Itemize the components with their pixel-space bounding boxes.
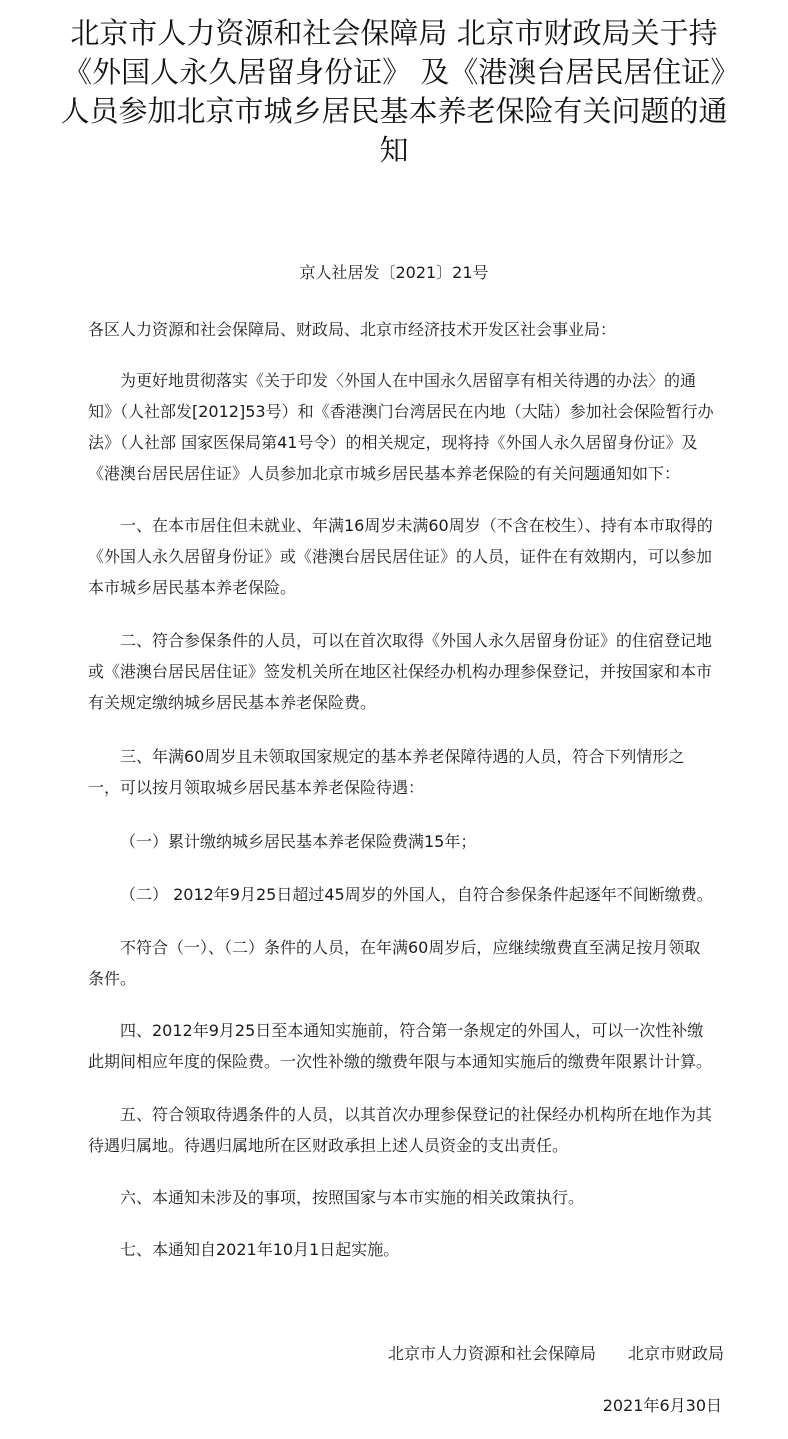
- recipients-line: 各区人力资源和社会保障局、财政局、北京市经济技术开发区社会事业局：: [88, 320, 617, 339]
- document-number: 京人社居发〔2021〕21号: [299, 263, 489, 282]
- article-3-clause-2: （二） 2012年9月25日超过45周岁的外国人，自符合参保条件起逐年不间断缴费。: [120, 885, 713, 904]
- notice-title: 北京市人力资源和社会保障局 北京市财政局关于持《外国人永久居留身份证》 及《港澳台居民居住证》人员参加北京市城乡居民基本养老保险有关问题的通知: [60, 16, 728, 167]
- signer-hrss-bureau: 北京市人力资源和社会保障局: [387, 1344, 596, 1363]
- article-3: 三、年满60周岁且未领取国家规定的基本养老保障待遇的人员，符合下列情形之一，可以按月领取城乡居民基本养老保险待遇：: [88, 747, 685, 797]
- article-4: 四、2012年9月25日至本通知实施前，符合第一条规定的外国人，可以一次性补缴此期间相应年度的保险费。一次性补缴的缴费年限与本通知实施后的缴费年限累计计算。: [88, 1021, 713, 1071]
- article-7: 七、本通知自2021年10月1日起实施。: [120, 1240, 400, 1259]
- article-3-clause-1: （一）累计缴纳城乡居民基本养老保险费满15年；: [120, 832, 477, 851]
- article-5: 五、符合领取待遇条件的人员，以其首次办理参保登记的社保经办机构所在地作为其待遇归属地。待遇归属地所在区财政承担上述人员资金的支出责任。: [88, 1105, 713, 1155]
- signature-line: [388, 1343, 724, 1365]
- signer-finance-bureau: 北京市财政局: [627, 1344, 724, 1363]
- article-2: 二、符合参保条件的人员，可以在首次取得《外国人永久居留身份证》的住宿登记地或《港澳台居民居住证》签发机关所在地区社保经办机构办理参保登记，并按国家和本市有关规定缴纳城乡居民基本养老保险费。: [88, 631, 713, 712]
- intro-paragraph: 为更好地贯彻落实《关于印发〈外国人在中国永久居留享有相关待遇的办法〉的通知》（人社部发[2012]53号）和《香港澳门台湾居民在内地（大陆）参加社会保险暂行办法》（人社部 国家医保局第41号令）的相关规定，现将持《外国人永久居留身份证》及《港澳台居民居住证》人员参加北京市城乡居民基本养老保险的有关问题通知如下：: [88, 371, 714, 483]
- issue-date: 2021年6月30日: [602, 1396, 722, 1415]
- article-6: 六、本通知未涉及的事项，按照国家与本市实施的相关政策执行。: [120, 1188, 585, 1207]
- article-3-note: 不符合（一）、（二）条件的人员，在年满60周岁后，应继续缴费直至满足按月领取条件。: [88, 938, 701, 988]
- article-1: 一、在本市居住但未就业、年满16周岁未满60周岁（不含在校生）、持有本市取得的《外国人永久居留身份证》或《港澳台居民居住证》的人员，证件在有效期内，可以参加本市城乡居民基本养老保险。: [88, 516, 713, 597]
